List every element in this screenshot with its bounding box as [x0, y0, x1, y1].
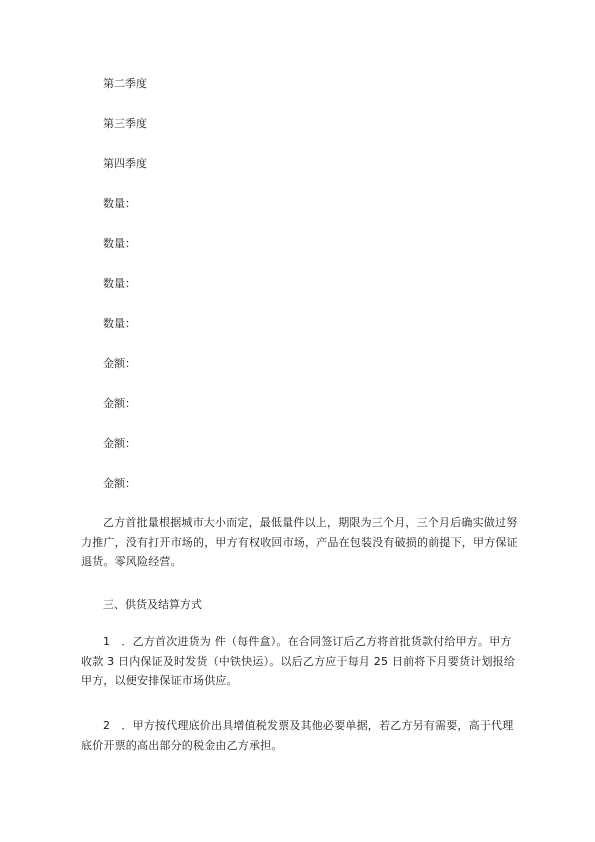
quarter-3-label: 第三季度	[103, 117, 147, 130]
clause-1-paragraph: 1 ．乙方首次进货为 件（每件盒）。在合同签订后乙方将首批货款付给甲方。甲方收款 3 日内保证及时发货（中铁快运）。以后乙方应于每月 25 日前将下月要货计划报给甲方，以便安排保证市场供应。	[81, 635, 516, 687]
quantity-label-3: 数量：	[103, 277, 136, 290]
quarter-4-label: 第四季度	[103, 157, 147, 170]
amount-label-3: 金额：	[103, 437, 136, 450]
quantity-label-4: 数量：	[103, 317, 136, 330]
clause-2-paragraph: 2 ．甲方按代理底价出具增值税发票及其他必要单据，若乙方另有需要，高于代理底价开票的高出部分的税金由乙方承担。	[81, 719, 514, 752]
amount-label-1: 金额：	[103, 357, 136, 370]
quantity-label-2: 数量：	[103, 237, 136, 250]
quantity-label-1: 数量：	[103, 197, 136, 210]
minimum-order-paragraph: 乙方首批量根据城市大小而定，最低量件以上，期限为三个月，三个月后确实做过努力推广，没有打开市场的，甲方有权收回市场，产品在包装没有破损的前提下，甲方保证退货。零风险经营。	[81, 516, 518, 568]
quarter-2-label: 第二季度	[103, 77, 147, 90]
amount-label-2: 金额：	[103, 397, 136, 410]
amount-label-4: 金额：	[103, 477, 136, 490]
section-heading-supply-settlement: 三、供货及结算方式	[103, 598, 202, 611]
